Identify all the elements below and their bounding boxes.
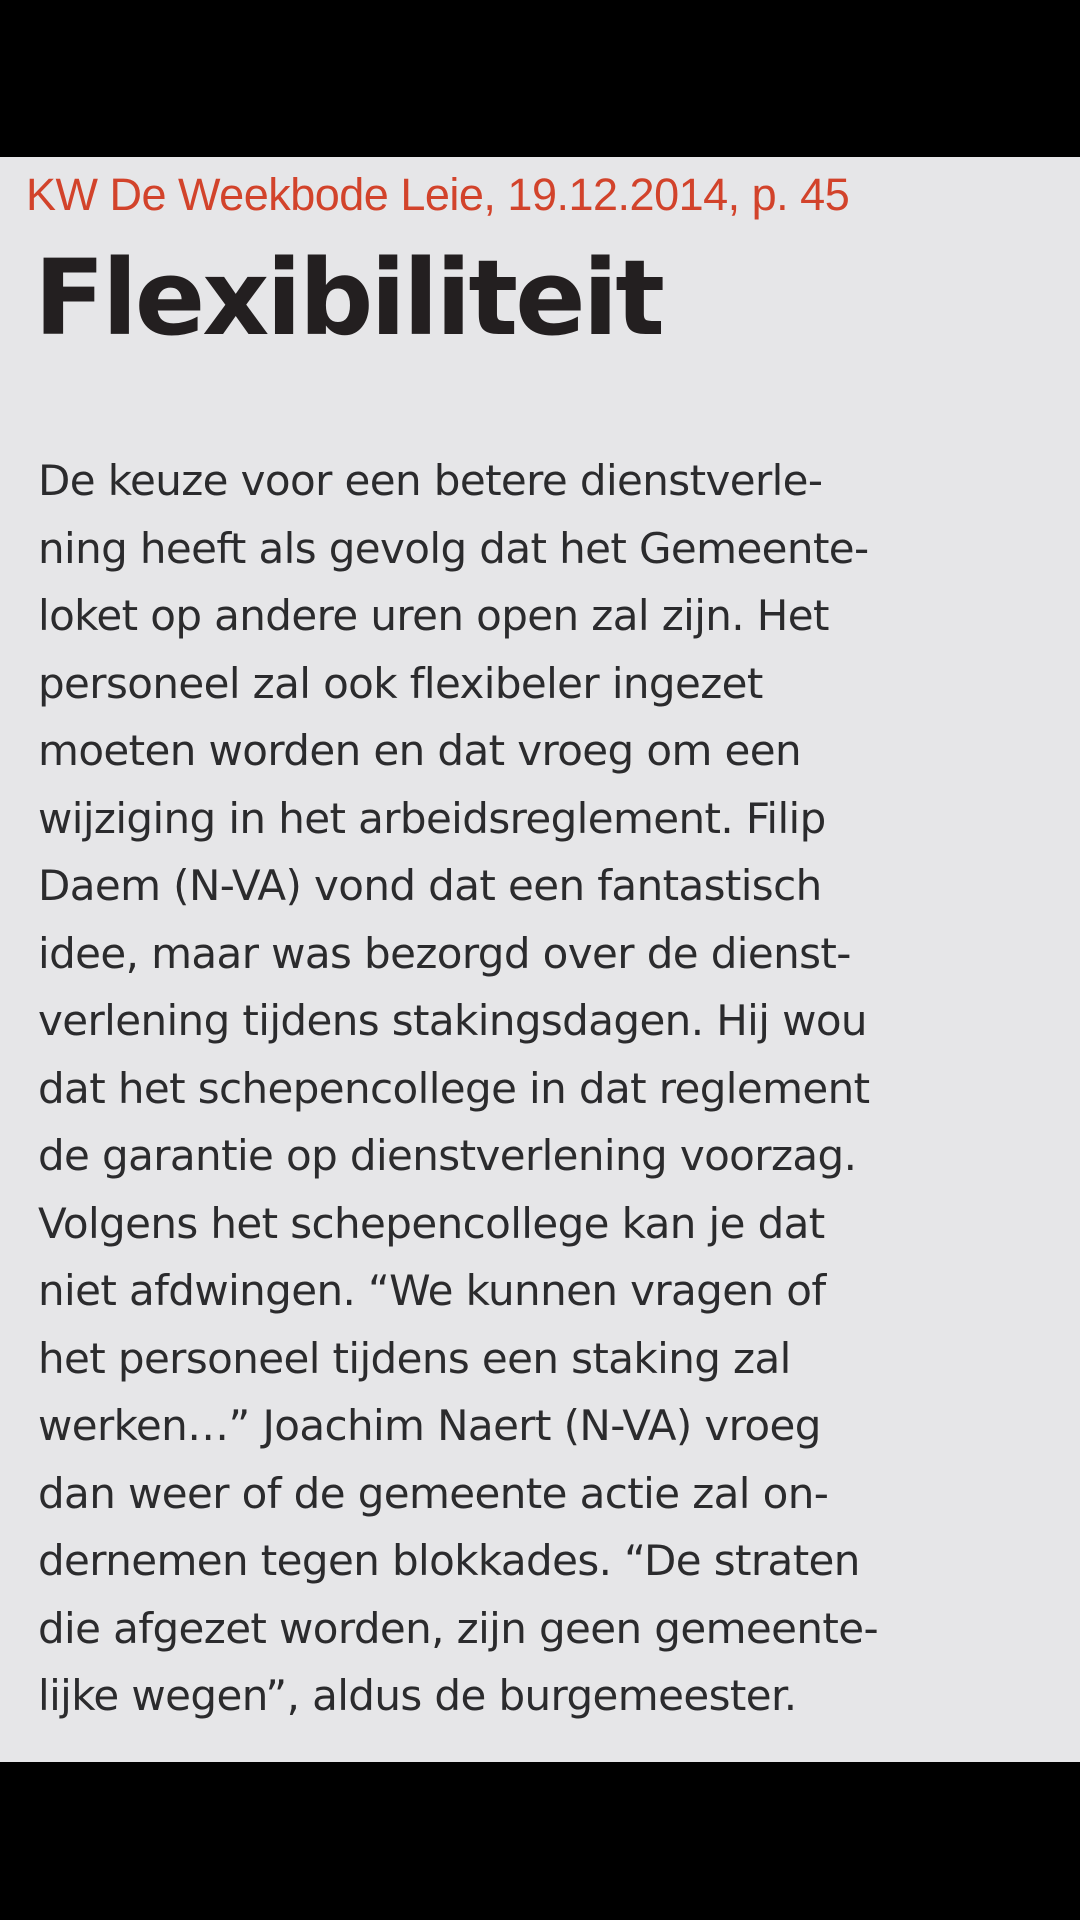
article-body [38, 447, 1058, 1730]
body-line: dernemen tegen blokkades. “De straten [38, 1536, 860, 1585]
source-citation: KW De Weekbode Leie, 19.12.2014, p. 45 [26, 169, 850, 220]
newspaper-clipping [0, 157, 1080, 1762]
body-line: Daem (N-VA) vond dat een fantastisch [38, 861, 822, 910]
body-line: idee, maar was bezorgd over de dienst- [38, 928, 851, 978]
body-line: personeel zal ook flexibeler ingezet [38, 658, 763, 708]
body-line: Volgens het schepencollege kan je dat [38, 1198, 825, 1248]
body-line: loket op andere uren open zal zijn. Het [38, 591, 829, 640]
body-line: wijziging in het arbeidsreglement. Filip [38, 793, 826, 843]
body-line: werken…” Joachim Naert (N-VA) vroeg [38, 1401, 821, 1450]
body-line: dat het schepencollege in dat reglement [38, 1063, 870, 1113]
body-line: verlening tijdens stakingsdagen. Hij wou [38, 996, 867, 1045]
body-line: moeten worden en dat vroeg om een [38, 726, 802, 775]
body-line: dan weer of de gemeente actie zal on- [38, 1468, 829, 1518]
body-line: lijke wegen”, aldus de burgemeester. [38, 1671, 797, 1720]
body-line: ning heeft als gevolg dat het Gemeente- [38, 523, 869, 573]
body-line: de garantie op dienstverlening voorzag. [38, 1131, 857, 1180]
body-line: niet afdwingen. “We kunnen vragen of [38, 1266, 826, 1315]
body-line: De keuze voor een betere dienstverle- [38, 456, 823, 505]
article-headline: Flexibiliteit [34, 237, 662, 359]
body-line: die afgezet worden, zijn geen gemeente- [38, 1603, 879, 1653]
body-line: het personeel tijdens een staking zal [38, 1333, 791, 1383]
